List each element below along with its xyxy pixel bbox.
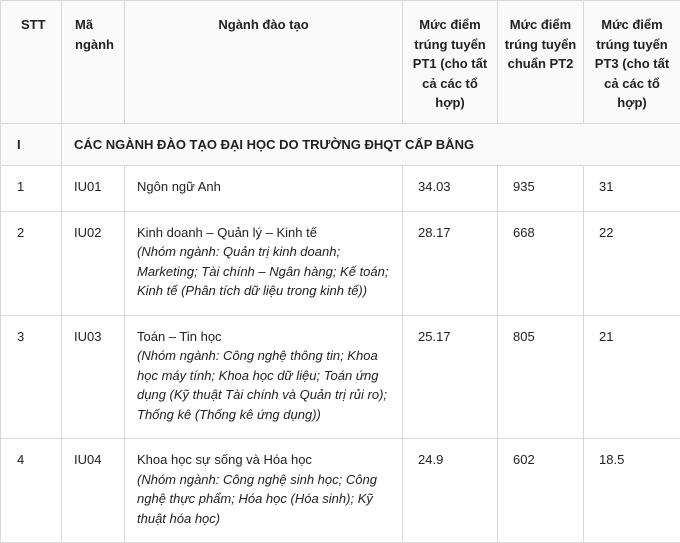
row-program	[125, 315, 403, 439]
row-pt2: 602	[498, 439, 584, 543]
row-code: IU02	[62, 211, 125, 315]
row-pt1: 25.17	[403, 315, 498, 439]
row-pt2: 668	[498, 211, 584, 315]
row-stt: 4	[1, 439, 62, 543]
program-name: Toán – Tin học	[137, 327, 394, 347]
header-ma-nganh: Mã ngành	[62, 1, 125, 124]
header-nganh-dao-tao: Ngành đào tạo	[125, 1, 403, 124]
row-stt: 1	[1, 166, 62, 212]
row-code: IU04	[62, 439, 125, 543]
row-code: IU03	[62, 315, 125, 439]
table-row	[1, 166, 680, 212]
table-row	[1, 439, 680, 543]
row-pt1: 34.03	[403, 166, 498, 212]
row-pt2: 805	[498, 315, 584, 439]
row-code: IU01	[62, 166, 125, 212]
table-row	[1, 315, 680, 439]
row-stt: 3	[1, 315, 62, 439]
row-pt3: 18.5	[584, 439, 680, 543]
row-stt: 2	[1, 211, 62, 315]
row-pt3: 21	[584, 315, 680, 439]
row-pt3: 31	[584, 166, 680, 212]
row-pt2: 935	[498, 166, 584, 212]
table-row	[1, 211, 680, 315]
program-name: Kinh doanh – Quản lý – Kinh tế	[137, 223, 394, 243]
row-program	[125, 166, 403, 212]
program-note: (Nhóm ngành: Quản trị kinh doanh; Marketing; Tài chính – Ngân hàng; Kế toán; Kinh tế (Phân tích dữ liệu trong kinh tế))	[137, 242, 394, 301]
row-program	[125, 211, 403, 315]
program-name: Ngôn ngữ Anh	[137, 177, 394, 197]
row-program	[125, 439, 403, 543]
program-name: Khoa học sự sống và Hóa học	[137, 450, 394, 470]
header-pt2: Mức điểm trúng tuyển chuẩn PT2	[498, 1, 584, 124]
header-pt1: Mức điểm trúng tuyển PT1 (cho tất cả các tổ hợp)	[403, 1, 498, 124]
section-row	[1, 124, 680, 166]
row-pt1: 24.9	[403, 439, 498, 543]
program-note: (Nhóm ngành: Công nghệ sinh học; Công nghệ thực phẩm; Hóa học (Hóa sinh); Kỹ thuật hóa học)	[137, 470, 394, 529]
program-note: (Nhóm ngành: Công nghệ thông tin; Khoa học máy tính; Khoa học dữ liệu; Toán ứng dụng (Kỹ thuật Tài chính và Quản trị rủi ro); Thống kê (Thống kê ứng dụng))	[137, 346, 394, 424]
header-pt3: Mức điểm trúng tuyển PT3 (cho tất cả các tổ hợp)	[584, 1, 680, 124]
section-number: I	[1, 124, 62, 166]
table-header-row	[1, 1, 680, 124]
row-pt1: 28.17	[403, 211, 498, 315]
header-stt: STT	[1, 1, 62, 124]
row-pt3: 22	[584, 211, 680, 315]
section-title: CÁC NGÀNH ĐÀO TẠO ĐẠI HỌC DO TRƯỜNG ĐHQT CẤP BẰNG	[62, 124, 680, 166]
